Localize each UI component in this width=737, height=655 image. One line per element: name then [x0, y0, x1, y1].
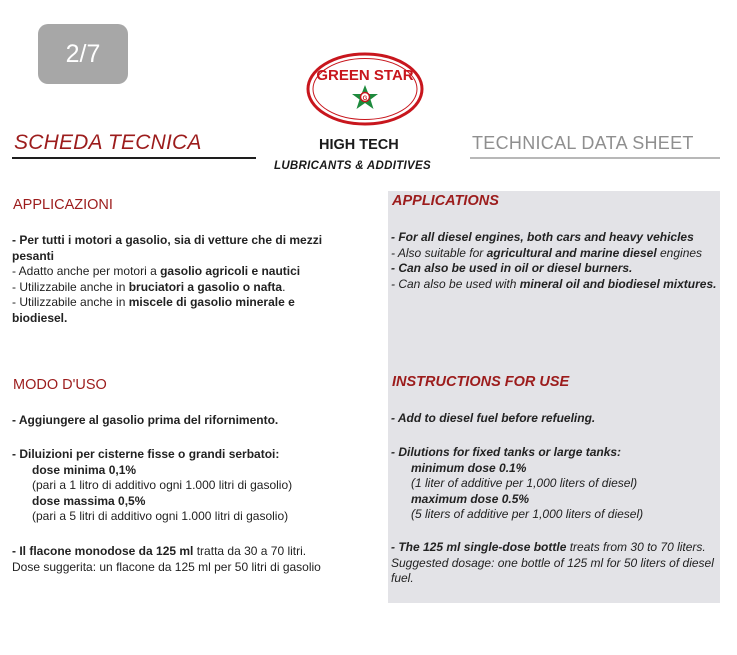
use-item-1: - Aggiungere al gasolio prima del rifornimento. [12, 413, 279, 427]
en-bottle-line: - The 125 ml single-dose bottle treats from 30 to 70 liters. [391, 540, 706, 554]
svg-text:G: G [362, 96, 368, 102]
heading-applications: APPLICATIONS [392, 193, 499, 209]
heading-modo-uso: MODO D'USO [13, 377, 107, 393]
title-scheda-tecnica: SCHEDA TECNICA [14, 131, 202, 154]
en-app-item-3: - Can also be used in oil or diesel burners. [391, 261, 633, 275]
en-suggested-dose: Suggested dosage: one bottle of 125 ml for 50 liters of diesel fuel. [391, 555, 714, 585]
en-dose-min-note: (1 liter of additive per 1,000 liters of diesel) [411, 476, 638, 490]
heading-applicazioni: APPLICAZIONI [13, 197, 113, 213]
bottle-block-en [391, 540, 719, 587]
app-item-1: - Per tutti i motori a gasolio, sia di vetture che di mezzi pesanti [12, 233, 323, 263]
dose-max-note: (pari a 5 litri di additivo ogni 1.000 litri di gasolio) [32, 509, 289, 523]
app-item-2: - Adatto anche per motori a gasolio agricoli e nautici [12, 264, 301, 278]
green-star-logo [306, 52, 424, 126]
en-app-item-1: - For all diesel engines, both cars and heavy vehicles [391, 230, 694, 244]
page-indicator: 2/7 [38, 24, 128, 84]
en-dose-max: maximum dose 0.5% [411, 491, 530, 506]
app-item-4: - Utilizzabile anche in miscele di gasolio minerale e biodiesel. [12, 295, 295, 325]
applications-list [391, 230, 719, 292]
bottle-block-it [12, 544, 352, 575]
en-dilution-heading: - Dilutions for fixed tanks or large tanks: [391, 445, 622, 459]
en-app-item-2: - Also suitable for agricultural and marine diesel engines [391, 245, 703, 260]
title-underline-en [470, 157, 720, 159]
en-dose-min: minimum dose 0.1% [411, 460, 527, 475]
en-use-item-1: - Add to diesel fuel before refueling. [391, 411, 596, 425]
suggested-dose: Dose suggerita: un flacone da 125 ml per 50 litri di gasolio [12, 559, 321, 574]
dilution-block-it [12, 447, 352, 525]
bottle-line: - Il flacone monodose da 125 ml tratta da 30 a 70 litri. [12, 544, 307, 558]
dose-min-note: (pari a 1 litro di additivo ogni 1.000 litri di gasolio) [32, 478, 293, 492]
dose-max: dose massima 0,5% [32, 493, 146, 508]
heading-instructions: INSTRUCTIONS FOR USE [392, 374, 570, 390]
svg-text:GREEN STAR: GREEN STAR [316, 67, 414, 84]
title-high-tech: HIGH TECH [319, 137, 399, 153]
title-technical-data-sheet: TECHNICAL DATA SHEET [472, 133, 694, 153]
dilution-heading: - Diluizioni per cisterne fisse o grandi serbatoi: [12, 447, 280, 461]
en-app-item-4: - Can also be used with mineral oil and biodiesel mixtures. [391, 276, 717, 291]
en-dose-max-note: (5 liters of additive per 1,000 liters of diesel) [411, 507, 644, 521]
app-item-3: - Utilizzabile anche in bruciatori a gasolio o nafta. [12, 279, 286, 294]
title-underline-it [12, 157, 256, 159]
subtitle-lubricants: LUBRICANTS & ADDITIVES [274, 160, 431, 172]
dose-min: dose minima 0,1% [32, 462, 137, 477]
applicazioni-list [12, 233, 352, 326]
dilution-block-en [391, 445, 719, 523]
